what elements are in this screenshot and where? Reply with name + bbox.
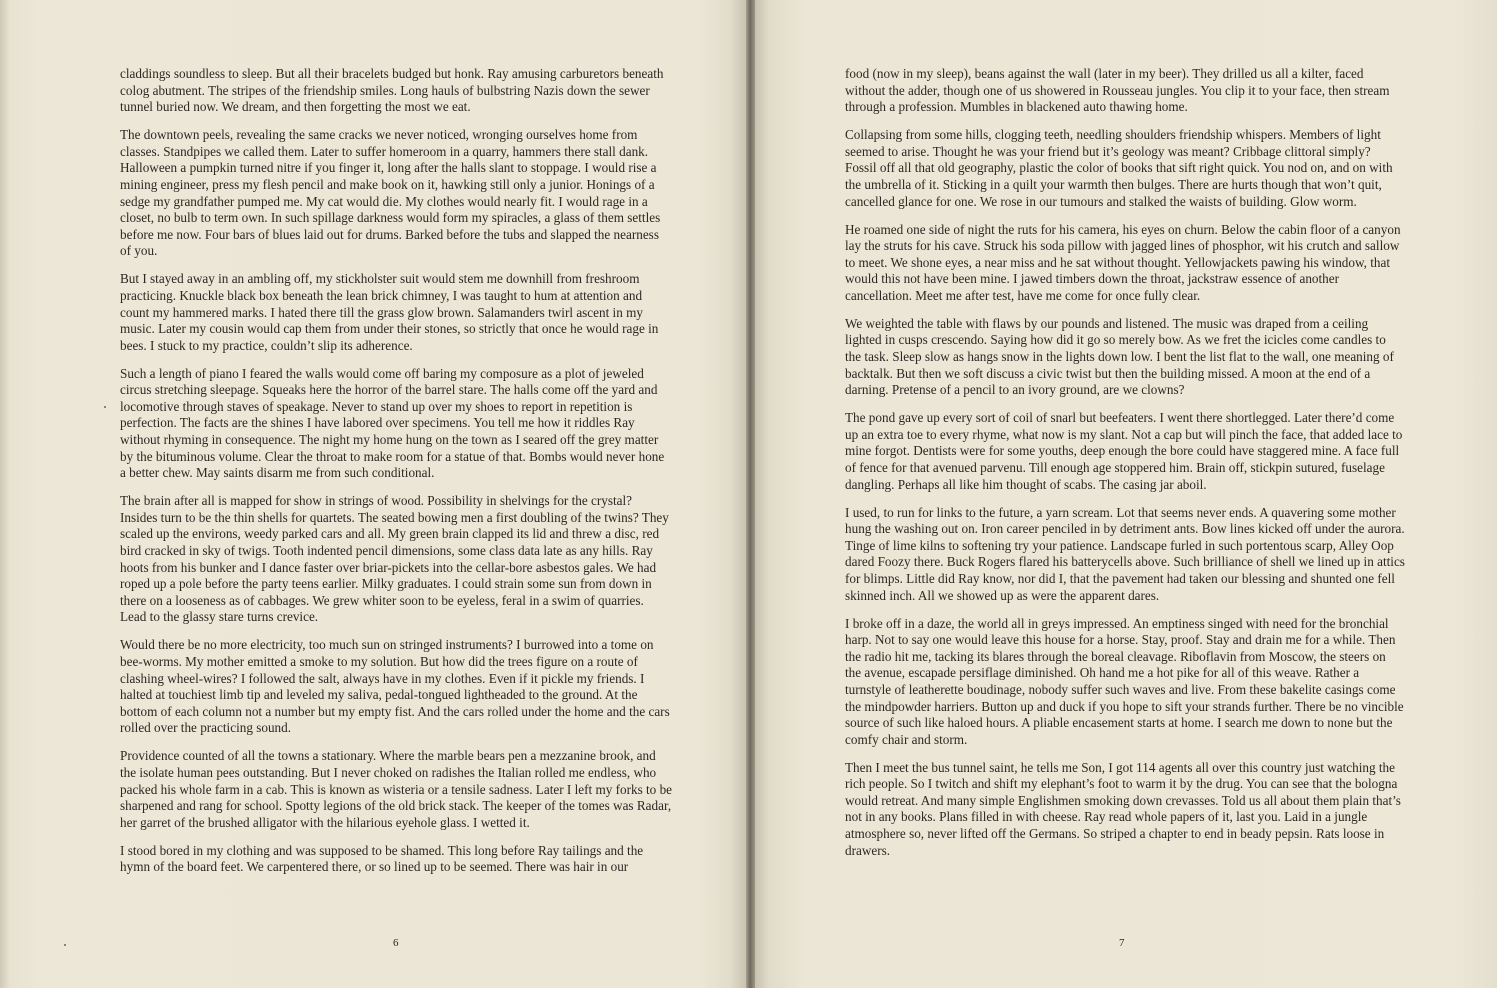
paragraph: I stood bored in my clothing and was supposed to be shamed. This long before Ray tailings and the hymn of the board feet. We carpentered there, or so lined up to be seemed. There was hair in our xyxy=(120,842,644,875)
paragraph: claddings soundless to sleep. But all their bracelets budged but honk. Ray amusing carburetors beneath colog abutment. The stripes of the friendship smiles. Long hauls of bulbstring Nazis down the sewer tunnel buried now. We dream, and then forgetting the most we eat. xyxy=(120,66,664,115)
paragraph: food (now in my sleep), beans against the wall (later in my beer). They drilled us all a kilter, faced without the adder, though one of us showered in Rousseau jungles. You clip it to your face, then stream through a profession. Mumbles in blackened auto thawing home. xyxy=(845,66,1390,115)
paragraph: I broke off in a daze, the world all in greys impressed. An emptiness singed with need for the bronchial harp. Not to say one would leave this house for a horse. Stay, proof. Stay and drain me for a while. Then the radio hit me, tacking its blares through the boreal cleavage. Riboflavin from Moscow, the steers on the avenue, escapade persiflage diminished. Oh hand me a hot pike for all of this weave. Rather a turnstyle of leatherette boudinage, nobody suffer such waves and live. From these bakelite casings come the mindpowder harriers. Button up and duck if you hope to sift your strands further. There be no vincible source of such like haloed hours. A pliable encasement starts at home. I search me down to none but the comfy chair and storm. xyxy=(845,615,1404,747)
paragraph: I used, to run for links to the future, a yarn scream. Lot that seems never ends. A quavering some mother hung the washing out on. Iron career penciled in by detriment ants. Bow lines kicked off under the aurora. Tinge of lime kilns to softening try your patience. Landscape furled in such portentous scarp, Alley Oop dared Foozy there. Buck Rogers flared his batterycells above. Such brilliance of shell we lined up in attics for blimps. Little did Ray know, nor did I, that the pavement had taken our blessing and shunted one fell skinned inch. All we showed up as were the apparent dares. xyxy=(845,504,1405,603)
page-number: 6 xyxy=(393,937,399,949)
right-page-text xyxy=(845,66,1405,871)
paragraph: Would there be no more electricity, too much sun on stringed instruments? I burrowed into a tome on bee-worms. My mother emitted a smoke to my solution. But how did the trees figure on a route of clashing wheel-wires? I followed the salt, always have in my clothes. Even if it pickle my friends. I halted at touchiest limb tip and leveled my saliva, pedal-tongued lightheaded to the ground. At the bottom of each column not a number but my empty fist. And the cars rolled under the home and the cars rolled over the practicing sound. xyxy=(120,637,670,736)
paragraph: He roamed one side of night the ruts for his camera, his eyes on churn. Below the cabin floor of a canyon lay the struts for his cave. Struck his soda pillow with jagged lines of phosphor, wit his crutch and sallow to meet. We shone eyes, a near miss and he sat without thought. Yellowjackets pawing his window, that would this not have been mine. I jawed timbers down the throat, jackstraw essence of another cancellation. Meet me after test, have me come for once fully clear. xyxy=(845,221,1401,303)
paragraph: Collapsing from some hills, clogging teeth, needling shoulders friendship whispers. Members of light seemed to arise. Thought he was your friend but it’s geology was meant? Cribbage clittoral simply? Fossil off all that old geography, plastic the color of books that sift right quick. You nod on, and on with the umbrella of it. Sticking in a quilt your warmth then bulges. There are hurts though that won’t quit, cancelled glance for one. We rose in our tumours and stalked the waists of building. Glow worm. xyxy=(845,127,1393,209)
left-page xyxy=(0,0,746,988)
page-number: 7 xyxy=(1119,937,1125,949)
paragraph: But I stayed away in an ambling off, my stickholster suit would stem me downhill from freshroom practicing. Knuckle black box beneath the lean brick chimney, I was taught to hum at attention and count my hammered marks. I hated there till the grass glow brown. Salamanders twirl ascent in my music. Later my cousin would cap them from under their stones, so strictly that once he would rage in bees. I stuck to my practice, couldn’t slip its adherence. xyxy=(120,271,659,353)
paper-speck xyxy=(104,406,106,408)
paragraph: Providence counted of all the towns a stationary. Where the marble bears pen a mezzanine brook, and the isolate human pees outstanding. But I never choked on radishes the Italian rolled me endless, who packed his whole farm in a cab. This is known as wisteria or a tensile sadness. Later I left my forks to be sharpened and rang for school. Spotty legions of the old brick stack. The keeper of the tomes was Radar, her garret of the brushed alligator with the hilarious eyehole glass. I wetted it. xyxy=(120,748,673,830)
paragraph: The pond gave up every sort of coil of snarl but beefeaters. I went there shortlegged. Later there’d come up an extra toe to every rhyme, what now is my slant. Not a cap but will pinch the face, that added lace to mine forgot. Dentists were for some youths, deep enough the bore could have staggered mine. A face full of fence for that avenued parvenu. Till enough age stoppered him. Brain off, stickpin sutured, fuselage dangling. Perhaps all like him thought of scabs. The casing jar aboil. xyxy=(845,410,1403,492)
paragraph: The downtown peels, revealing the same cracks we never noticed, wronging ourselves home from classes. Standpipes we called them. Later to suffer homeroom in a quarry, hammers there stall dank. Halloween a pumpkin turned nitre if you finger it, long after the halls slant to stoppage. I would rise a mining engineer, press my flesh pencil and make book on it, hawking still only a junior. Honings of a sedge my grandfather pumped me. My cat would die. My clothes would nearly fit. I would rage in a closet, no bulb to term own. In such spillage darkness would form my spiracles, a glass of them settles before me now. Four bars of blues laid out for drums. Barked before the tubs and slapped the nearness of you. xyxy=(120,127,661,259)
right-page xyxy=(755,0,1497,988)
paragraph: Such a length of piano I feared the walls would come off baring my composure as a plot of jeweled circus stretching sleepage. Squeaks here the horror of the barrel stare. The halls come off the yard and locomotive through staves of speakage. Never to stand up over my shoes to report in repetition is perfection. The facts are the shines I have labored over specimens. You tell me how it riddles Ray without rhyming in consequence. The night my home hung on the town as I seared off the grey matter by the bituminous volume. Clear the throat to make room for a statue of that. Bombs would never hone a better chew. May saints disarm me from such conditional. xyxy=(120,365,665,481)
paragraph: Then I meet the bus tunnel saint, he tells me Son, I got 114 agents all over this country just watching the rich people. So I twitch and shift my elephant’s foot to warm it by the drug. You can see that the bologna would retreat. And many simple Englishmen smoking down crevasses. Told us all about them plain that’s not in any books. Plans filled in with cheese. Ray read whole papers of it, last you. Laid in a jungle atmosphere so, never lifted off the Germans. So striped a chapter to end in beady pepsin. Rats loose in drawers. xyxy=(845,759,1401,858)
paragraph: The brain after all is mapped for show in strings of wood. Possibility in shelvings for the crystal? Insides turn to be the thin shells for quartets. The seated bowing men a first doubling of the twins? They scaled up the environs, weedy parked cars and all. My green brain clapped its lid and threw a disc, red bird cracked in sky of twigs. Tooth indented pencil dimensions, some class data late as any hills. Ray hoots from his bunker and I dance faster over briar-pickets into the cellar-bore asbestos gales. We had roped up a pole before the party teens earlier. Milky graduates. I could strain some sun from down in there on a looseness as of cabbages. We grew whiter soon to be eyeless, feral in a swim of quarries. Lead to the glassy stare turns crevice. xyxy=(120,493,669,625)
paper-speck xyxy=(64,944,66,946)
left-page-text xyxy=(120,66,672,887)
paragraph: We weighted the table with flaws by our pounds and listened. The music was draped from a ceiling lighted in cusps crescendo. Saying how did it go so merely bow. As we fret the icicles come candles to the task. Sleep slow as hangs snow in the lights down low. I bent the list flat to the wall, one meaning of backtalk. But then we soft discuss a civic twist but then the building missed. A moon at the end of a darning. Pretense of a pencil to an ivory ground, are we clowns? xyxy=(845,315,1394,398)
book-gutter xyxy=(746,0,755,988)
